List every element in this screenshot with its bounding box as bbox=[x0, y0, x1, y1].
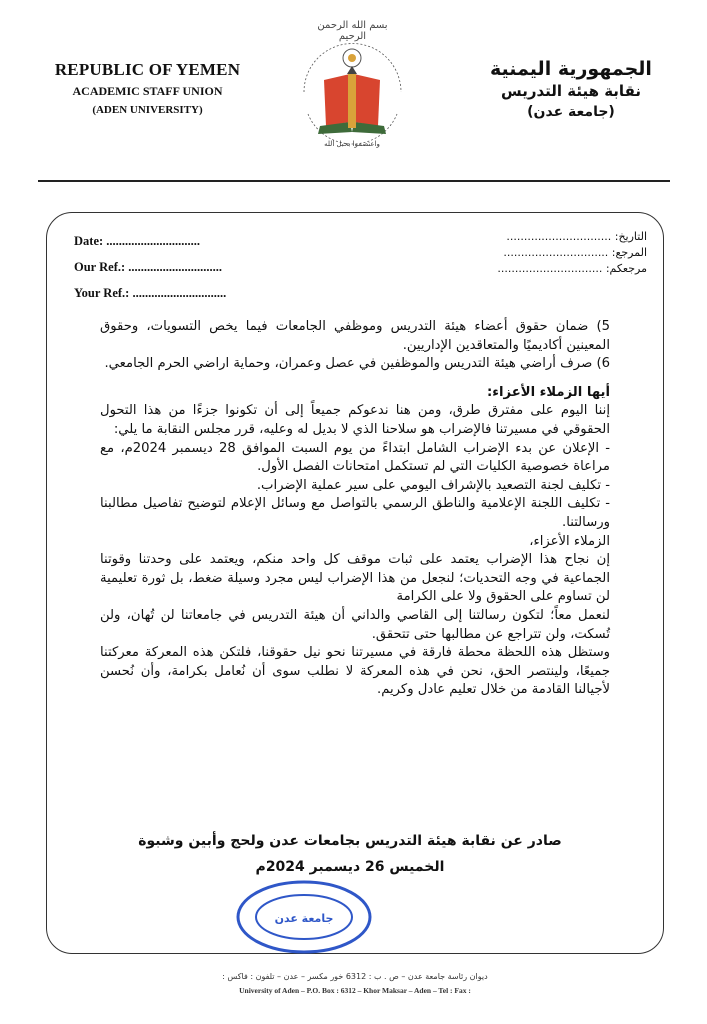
svg-text:جامعة عدن: جامعة عدن bbox=[274, 912, 334, 925]
arabic-letterhead bbox=[471, 58, 671, 120]
issuer-line: صادر عن نقابة هيئة التدريس بجامعات عدن ولحج وأبين وشبوة bbox=[138, 833, 562, 849]
country-name-ar: الجمهورية اليمنية bbox=[490, 58, 652, 80]
body-paragraph: وستظل هذه اللحظة محطة فارقة في مسيرتنا نحو نيل حقوقنا، فلتكن هذه المعركة معركتنا جميعًا، ولينتصر الحق، نحن في هذه المعركة لا نطلب سوى أن نُعامل بكرامة، وأن نُحسن لأجيالنا القادمة من خلال تعليم عادل وكريم. bbox=[100, 645, 610, 698]
english-letterhead bbox=[40, 60, 255, 116]
your-ref-field-ar: مرجعكم: .............................. bbox=[497, 262, 647, 275]
your-ref-field: Your Ref.: .............................. bbox=[74, 286, 227, 300]
body-paragraph: - تكليف لجنة التصعيد بالإشراف اليومي على سير عملية الإضراب. bbox=[256, 477, 610, 493]
letter-body bbox=[100, 318, 610, 700]
ref-field-ar: المرجع: .............................. bbox=[503, 246, 647, 259]
svg-text:واعتصموا بحبل الله: واعتصموا بحبل الله bbox=[324, 140, 380, 148]
university-name-en: (ADEN UNIVERSITY) bbox=[92, 104, 203, 116]
footer-address-ar: ديوان رئاسة جامعة عدن – ص . ب : 6312 خور مكسر – عدن – تلفون : فاكس : bbox=[222, 972, 488, 981]
body-paragraph: - الإعلان عن بدء الإضراب الشامل ابتداءً من يوم السبت الموافق 28 ديسمبر 2024م، مع مراعاة خصوصية الكليات التي لم تستكمل امتحانات الفصل الأول. bbox=[100, 440, 610, 475]
salutation: أيها الزملاء الأعزاء: bbox=[487, 384, 610, 400]
union-emblem-logo bbox=[290, 22, 415, 152]
union-name-en: ACADEMIC STAFF UNION bbox=[72, 84, 223, 98]
union-name-ar: نقابة هيئة التدريس bbox=[500, 82, 641, 100]
header-divider bbox=[38, 180, 670, 182]
country-name-en: REPUBLIC OF YEMEN bbox=[54, 60, 241, 79]
body-paragraph: الزملاء الأعزاء، bbox=[529, 533, 610, 549]
body-paragraph: إن نجاح هذا الإضراب يعتمد على ثبات موقف كل واحد منكم، ويعتمد على وحدتنا وقوتنا الجماعية في وجه التحديات؛ لنجعل من هذا الإضراب ليس مجرد وسيلة ضغط، بل ثورة تعليمية لن تساوم على الحقوق ولا على الكرامة bbox=[100, 552, 610, 605]
basmala-text: بسم الله الرحمن الرحيم bbox=[317, 20, 388, 42]
footer-address-en: University of Aden – P.O. Box : 6312 – Khor Maksar – Aden – Tel : Fax : bbox=[239, 986, 471, 995]
demand-item-5: 5) ضمان حقوق أعضاء هيئة التدريس وموظفي الجامعات فيما يخص التسويات، وحقوق المعينين أكاديميًا والمتعاقدين الإداريين. bbox=[100, 319, 610, 353]
body-paragraph: إننا اليوم على مفترق طرق، ومن هنا ندعوكم جميعاً إلى أن تكونوا جزءًا من هذا التحول الحقوقي في مسيرتنا فالإضراب هو سلاحنا الذي لا بديل له وعليه، قرر مجلس النقابة ما يلي: bbox=[100, 403, 610, 437]
body-paragraph: لنعمل معاً؛ لتكون رسالتنا إلى القاصي والداني أن هيئة التدريس في جامعاتنا لن تُهان، ولن تُسكت، ولن تتراجع عن مطالبها حتى تتحقق. bbox=[100, 607, 610, 642]
body-paragraph: - تكليف اللجنة الإعلامية والناطق الرسمي بالتواصل مع وسائل الإعلام لتوضيح تفاصيل مطالبنا ورسالتنا. bbox=[100, 496, 610, 530]
our-ref-field: Our Ref.: .............................. bbox=[74, 260, 223, 274]
date-field-ar: التاريخ: .............................. bbox=[506, 230, 647, 243]
issue-date: الخميس 26 ديسمبر 2024م bbox=[255, 859, 445, 875]
demand-item-6: 6) صرف أراضي هيئة التدريس والموظفين في عصل وعمران، وحماية اراضي الحرم الجامعي. bbox=[104, 356, 610, 372]
university-name-ar: (جامعة عدن) bbox=[527, 104, 615, 120]
official-stamp bbox=[234, 878, 374, 956]
date-field: Date: .............................. bbox=[74, 234, 201, 248]
signature-block bbox=[80, 828, 620, 880]
